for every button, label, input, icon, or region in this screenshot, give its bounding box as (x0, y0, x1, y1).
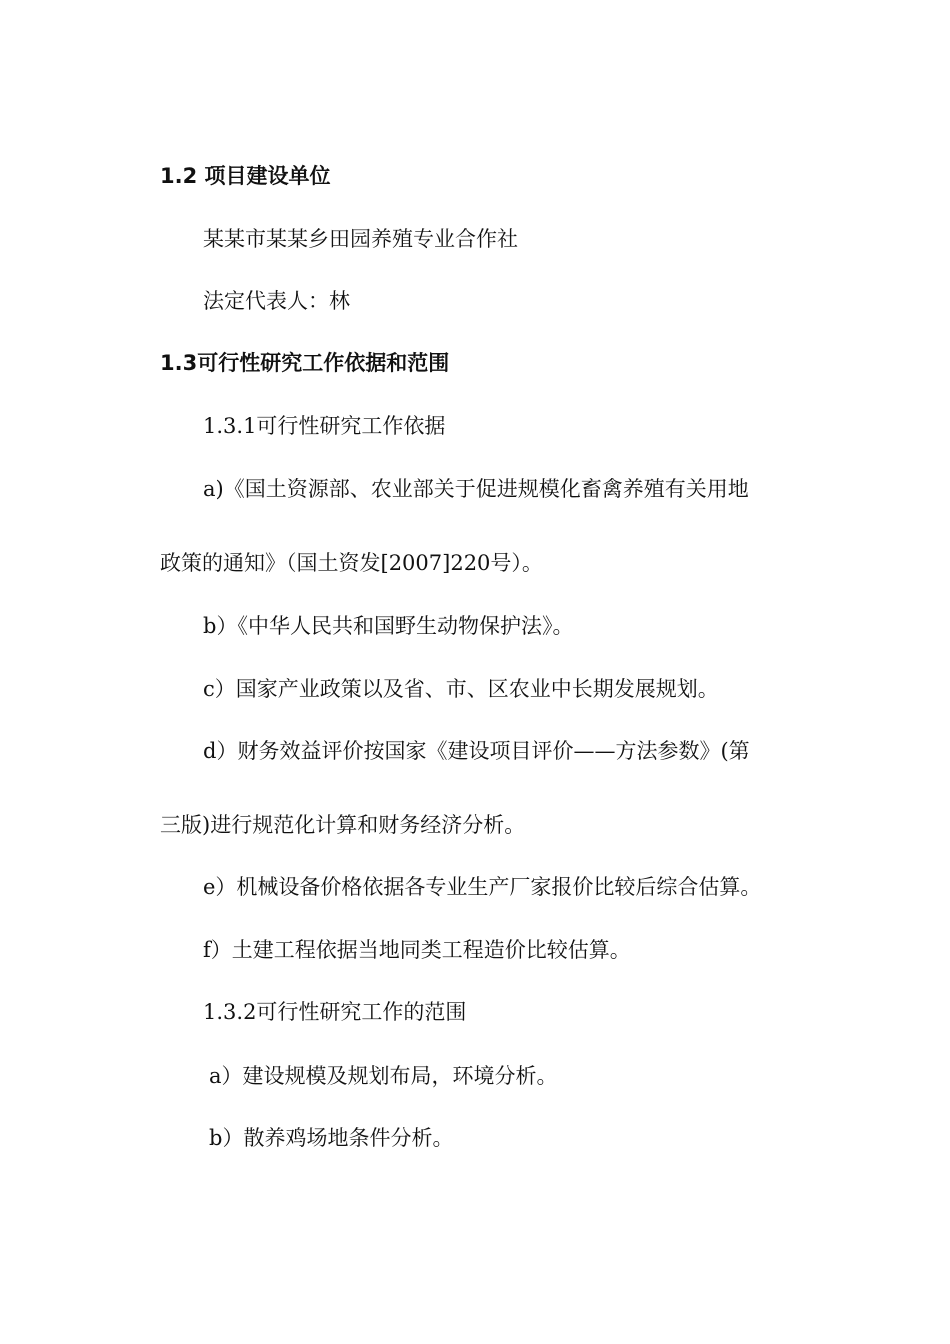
subsection-heading-1-3-1: 1.3.1可行性研究工作依据 (203, 414, 446, 438)
basis-item-a-line1: a)《国土资源部、农业部关于促进规模化畜禽养殖有关用地 (203, 477, 749, 501)
scope-item-a: a）建设规模及规划布局，环境分析。 (209, 1064, 558, 1088)
basis-item-b: b）《中华人民共和国野生动物保护法》。 (203, 614, 574, 638)
basis-item-d-line2: 三版)进行规范化计算和财务经济分析。 (160, 813, 526, 837)
scope-item-b: b）散养鸡场地条件分析。 (209, 1126, 454, 1150)
basis-item-a-line2: 政策的通知》（国土资发[2007]220号）。 (160, 551, 543, 575)
basis-item-e: e）机械设备价格依据各专业生产厂家报价比较后综合估算。 (203, 875, 762, 899)
section-heading-1-3: 1.3可行性研究工作依据和范围 (160, 351, 450, 375)
basis-item-d-line1: d）财务效益评价按国家《建设项目评价——方法参数》(第 (203, 739, 750, 763)
basis-item-f: f）土建工程依据当地同类工程造价比较估算。 (203, 938, 631, 962)
section-heading-1-2: 1.2 项目建设单位 (160, 164, 331, 188)
subsection-heading-1-3-2: 1.3.2可行性研究工作的范围 (203, 1000, 467, 1024)
legal-representative: 法定代表人：林 (203, 289, 350, 313)
org-name: 某某市某某乡田园养殖专业合作社 (203, 227, 518, 251)
basis-item-c: c）国家产业政策以及省、市、区农业中长期发展规划。 (203, 677, 719, 701)
